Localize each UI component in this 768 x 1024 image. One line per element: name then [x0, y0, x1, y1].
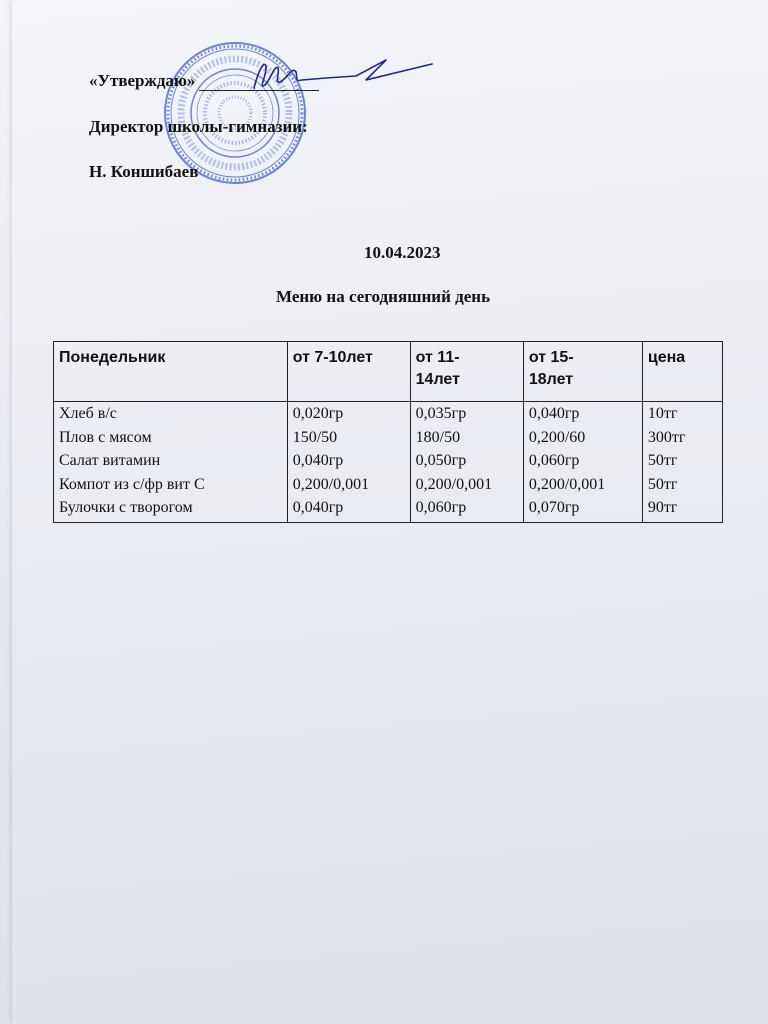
- approval-line: [89, 71, 319, 91]
- portion-value: 0,200/0,001: [528, 475, 606, 493]
- portion-value: 0,040гр: [292, 499, 344, 516]
- portion-value: 0,060гр: [528, 452, 580, 469]
- portion-value: 0,040гр: [292, 452, 344, 469]
- approve-label: «Утверждаю»: [89, 71, 196, 90]
- column-header: [410, 342, 523, 402]
- menu-date: 10.04.2023: [364, 243, 441, 262]
- portion-value: 150/50: [292, 428, 338, 446]
- price-cell: [642, 402, 722, 523]
- portion-15-18-cell: [523, 402, 642, 523]
- column-header: Понедельник: [54, 342, 288, 402]
- menu-table: [53, 341, 723, 523]
- portion-value: 0,200/0,001: [292, 475, 370, 493]
- dish-name: Хлеб в/с: [59, 405, 117, 422]
- dish-name: Компот из с/фр вит С: [59, 475, 205, 493]
- price-value: 50тг: [647, 452, 678, 469]
- signature-underline: [199, 89, 319, 91]
- portion-7-10-cell: [287, 402, 410, 523]
- price-value: 10тг: [647, 405, 678, 422]
- price-value: 300тг: [647, 428, 686, 446]
- price-value: 90тг: [647, 499, 678, 516]
- portion-value: 0,070гр: [528, 499, 580, 516]
- portion-value: 180/50: [415, 428, 461, 446]
- table-header-row: [54, 342, 723, 402]
- portion-11-14-cell: [410, 402, 523, 523]
- portion-value: 0,020гр: [292, 405, 344, 422]
- dish-name: Плов с мясом: [59, 428, 152, 446]
- director-name: Н. Коншибаев: [89, 162, 199, 181]
- portion-value: 0,200/0,001: [415, 475, 493, 493]
- column-header: цена: [642, 342, 722, 402]
- column-header-text: от 11- 14лет: [415, 349, 460, 388]
- director-title: Директор школы-гимназии:: [89, 117, 308, 136]
- portion-value: 0,040гр: [528, 405, 580, 422]
- portion-value: 0,050гр: [415, 452, 467, 469]
- menu-title: Меню на сегодняшний день: [276, 287, 491, 306]
- column-header: [523, 342, 642, 402]
- column-header-text: от 15- 18лет: [528, 349, 574, 388]
- dish-name: Булочки с творогом: [59, 499, 193, 516]
- column-header: от 7-10лет: [287, 342, 410, 402]
- portion-value: 0,035гр: [415, 405, 467, 422]
- dish-name: Салат витамин: [59, 452, 161, 469]
- dish-names-cell: [54, 402, 288, 523]
- portion-value: 0,060гр: [415, 499, 467, 516]
- table-row: [54, 402, 723, 523]
- portion-value: 0,200/60: [528, 428, 586, 446]
- price-value: 50тг: [647, 475, 678, 493]
